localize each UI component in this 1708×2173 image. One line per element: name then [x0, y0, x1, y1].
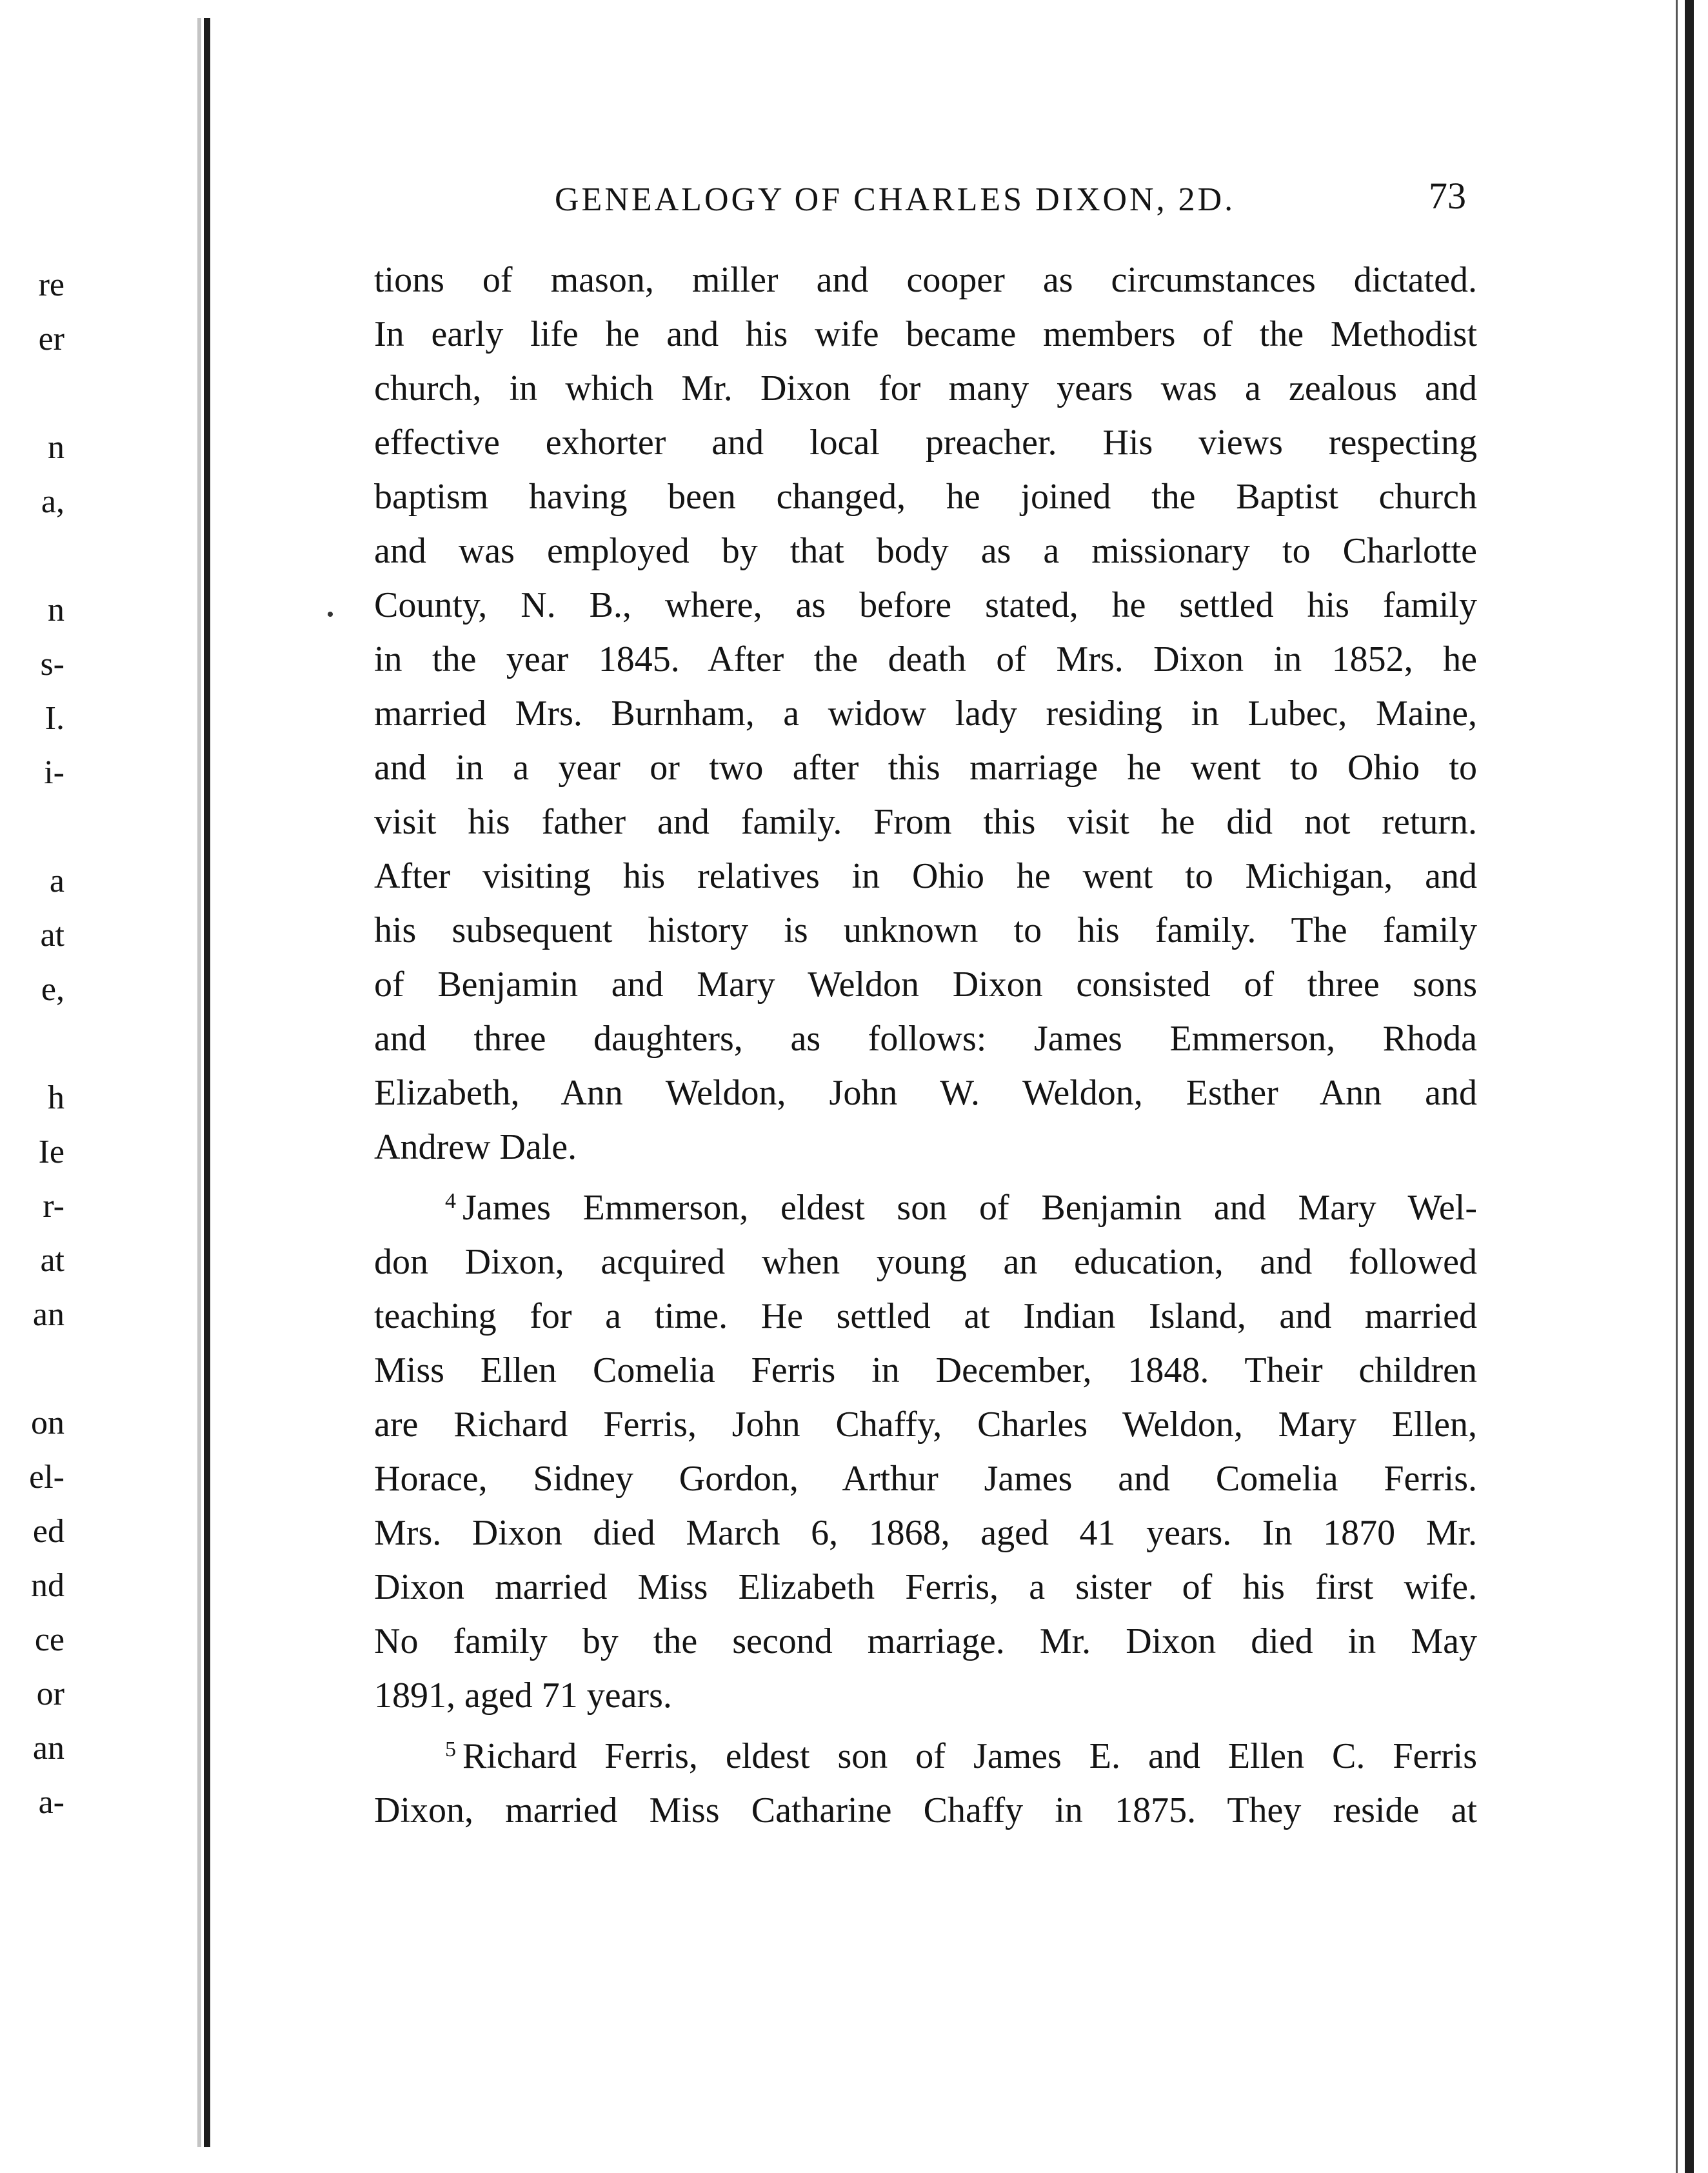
text-line: church, in which Mr. Dixon for many years was a zealous and	[374, 368, 1477, 408]
text-line: in the year 1845. After the death of Mrs. Dixon in 1852, he	[374, 639, 1477, 679]
fragment: nd	[31, 1567, 65, 1604]
fragment: an	[32, 1730, 65, 1767]
fragment: a	[49, 863, 65, 899]
fragment: I.	[45, 700, 65, 737]
fragment	[0, 1017, 65, 1071]
fragment: e,	[41, 971, 65, 1008]
text-line-content: James Emmerson, eldest son of Benjamin and Mary Wel-	[462, 1188, 1477, 1228]
text-line: In early life he and his wife became members of the Methodist	[374, 314, 1477, 354]
text-line: Andrew Dale.	[374, 1127, 577, 1167]
text-line: tions of mason, miller and cooper as circumstances dictated.	[374, 260, 1477, 300]
fragment: or	[36, 1676, 65, 1712]
paragraph-richard-ferris	[374, 1723, 1477, 1838]
text-line: of Benjamin and Mary Weldon Dixon consisted of three sons	[374, 965, 1477, 1005]
footnote-marker: 4	[445, 1189, 456, 1213]
text-line: married Mrs. Burnham, a widow lady residing in Lubec, Maine,	[374, 694, 1477, 734]
text-line	[374, 1174, 1477, 1235]
page-body	[374, 253, 1477, 1838]
text-line-content: Richard Ferris, eldest son of James E. and Ellen C. Ferris	[462, 1736, 1477, 1776]
text-line: are Richard Ferris, John Chaffy, Charles Weldon, Mary Ellen,	[374, 1405, 1477, 1445]
page-edge-shadow	[1685, 0, 1694, 2173]
fragment: a-	[38, 1784, 65, 1821]
text-line: No family by the second marriage. Mr. Dixon died in May	[374, 1621, 1477, 1661]
text-line: effective exhorter and local preacher. His views respecting	[374, 423, 1477, 463]
fragment: an	[32, 1296, 65, 1333]
paragraph-benjamin-dixon	[374, 253, 1477, 1174]
footnote-marker: 5	[445, 1737, 456, 1761]
fragment: n	[48, 429, 65, 466]
text-line: teaching for a time. He settled at Indian Island, and married	[374, 1296, 1477, 1336]
facing-page-fragments	[0, 258, 65, 1830]
fragment: s-	[40, 646, 65, 683]
text-line: Elizabeth, Ann Weldon, John W. Weldon, Esther Ann and	[374, 1073, 1477, 1113]
fragment: ce	[34, 1621, 65, 1658]
fragment	[0, 1342, 65, 1396]
print-speck	[328, 612, 333, 617]
gutter-shadow	[197, 18, 201, 2147]
text-line: Miss Ellen Comelia Ferris in December, 1848. Their children	[374, 1350, 1477, 1390]
fragment: on	[31, 1405, 65, 1441]
text-line: visit his father and family. From this visit he did not return.	[374, 802, 1477, 842]
text-line: Dixon, married Miss Catharine Chaffy in 1875. They reside at	[374, 1790, 1477, 1830]
text-line: and in a year or two after this marriage he went to Ohio to	[374, 748, 1477, 788]
paragraph-james-emmerson	[374, 1174, 1477, 1723]
text-line: Dixon married Miss Elizabeth Ferris, a sister of his first wife.	[374, 1567, 1477, 1607]
fragment: er	[38, 321, 65, 357]
text-line: baptism having been changed, he joined the Baptist church	[374, 477, 1477, 517]
fragment	[0, 529, 65, 583]
fragment: n	[48, 592, 65, 628]
fragment: r-	[43, 1188, 65, 1225]
fragment: a,	[41, 483, 65, 520]
text-line	[374, 1723, 1477, 1783]
fragment: at	[40, 917, 65, 954]
book-gutter	[204, 18, 210, 2147]
text-line: don Dixon, acquired when young an education, and followed	[374, 1242, 1477, 1282]
text-line: After visiting his relatives in Ohio he went to Michigan, and	[374, 856, 1477, 896]
fragment: el-	[29, 1459, 65, 1496]
fragment: i-	[44, 754, 65, 791]
page-number: 73	[1429, 175, 1466, 217]
fragment: re	[38, 266, 65, 303]
text-line: 1891, aged 71 years.	[374, 1676, 672, 1716]
fragment	[0, 800, 65, 854]
fragment: at	[40, 1242, 65, 1279]
text-line: and was employed by that body as a missionary to Charlotte	[374, 531, 1477, 571]
running-head: GENEALOGY OF CHARLES DIXON, 2D.	[555, 181, 1236, 218]
text-line: Mrs. Dixon died March 6, 1868, aged 41 years. In 1870 Mr.	[374, 1513, 1477, 1553]
fragment: Ie	[38, 1134, 65, 1170]
fragment	[0, 366, 65, 421]
text-line: County, N. B., where, as before stated, he settled his family	[374, 585, 1477, 625]
text-line: and three daughters, as follows: James Emmerson, Rhoda	[374, 1019, 1477, 1059]
fragment: ed	[32, 1513, 65, 1550]
page-edge-line	[1676, 0, 1678, 2173]
fragment: h	[48, 1079, 65, 1116]
text-line: his subsequent history is unknown to his family. The family	[374, 910, 1477, 950]
text-line: Horace, Sidney Gordon, Arthur James and Comelia Ferris.	[374, 1459, 1477, 1499]
